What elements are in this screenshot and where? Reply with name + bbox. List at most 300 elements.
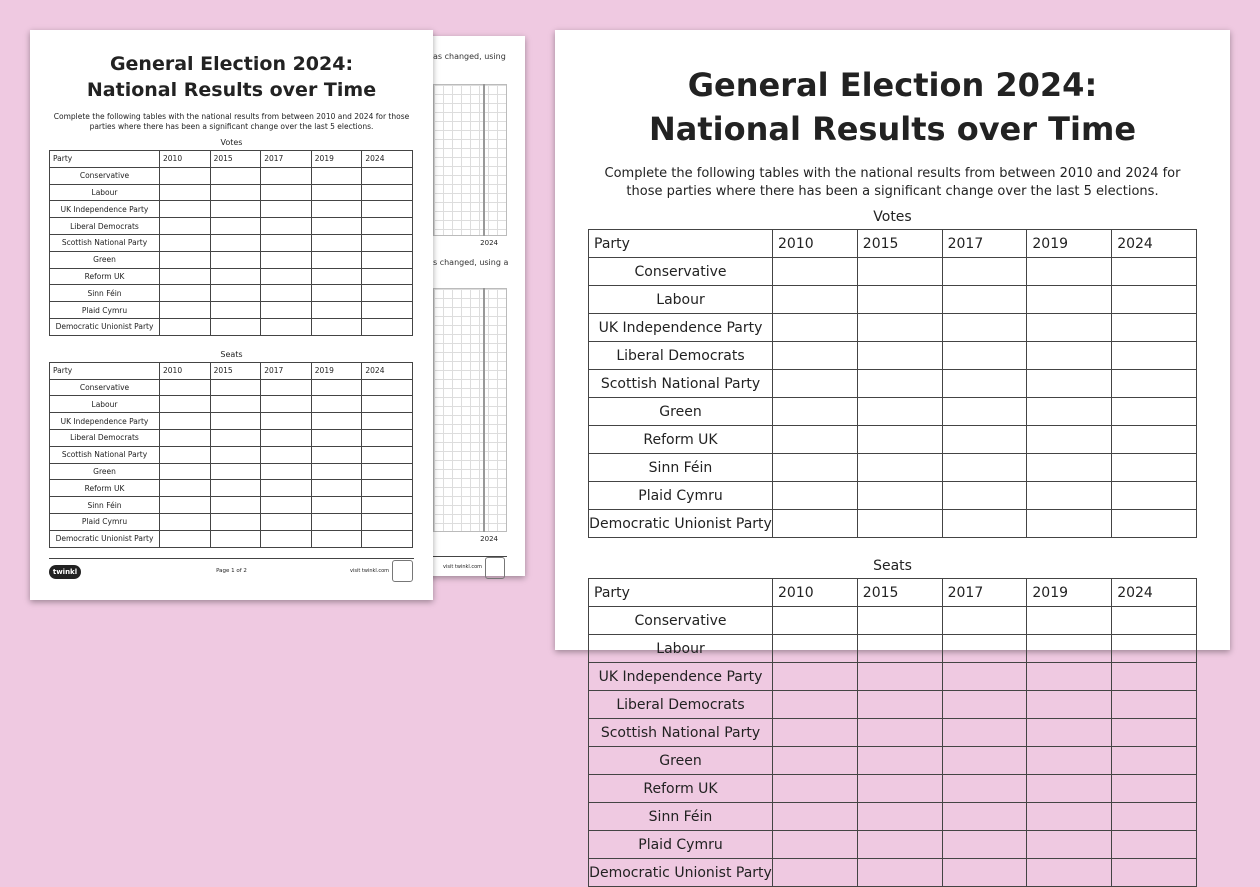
- votes-entry-cell[interactable]: [362, 167, 413, 184]
- votes-entry-cell[interactable]: [942, 286, 1027, 314]
- seats-entry-cell[interactable]: [1027, 663, 1112, 691]
- table-row: [589, 342, 1197, 370]
- seats-entry-cell[interactable]: [1112, 635, 1197, 663]
- back-page-grid: [433, 288, 507, 543]
- seats-entry-cell[interactable]: [210, 379, 261, 396]
- party-name: Plaid Cymru: [50, 302, 160, 319]
- party-name: Plaid Cymru: [589, 482, 773, 510]
- table-row: [50, 413, 413, 430]
- party-name: Sinn Féin: [50, 497, 160, 514]
- votes-entry-cell[interactable]: [1027, 286, 1112, 314]
- seats-table: [588, 578, 1197, 887]
- table-row: [50, 530, 413, 547]
- votes-entry-cell[interactable]: [942, 398, 1027, 426]
- votes-entry-cell[interactable]: [311, 201, 362, 218]
- votes-entry-cell[interactable]: [261, 218, 312, 235]
- seats-entry-cell[interactable]: [362, 413, 413, 430]
- seats-entry-cell[interactable]: [773, 663, 858, 691]
- votes-entry-cell[interactable]: [773, 286, 858, 314]
- seats-entry-cell[interactable]: [311, 497, 362, 514]
- party-name: Liberal Democrats: [50, 218, 160, 235]
- party-name: Reform UK: [50, 268, 160, 285]
- votes-entry-cell[interactable]: [210, 184, 261, 201]
- seats-entry-cell[interactable]: [857, 775, 942, 803]
- back-page-text-fragment: as changed, using: [433, 52, 506, 61]
- party-name: Sinn Féin: [50, 285, 160, 302]
- votes-entry-cell[interactable]: [362, 218, 413, 235]
- seats-entry-cell[interactable]: [857, 803, 942, 831]
- seats-entry-cell[interactable]: [160, 429, 211, 446]
- seats-entry-cell[interactable]: [1027, 803, 1112, 831]
- seats-entry-cell[interactable]: [942, 747, 1027, 775]
- seats-entry-cell[interactable]: [311, 513, 362, 530]
- table-row: [589, 831, 1197, 859]
- votes-entry-cell[interactable]: [311, 251, 362, 268]
- votes-entry-cell[interactable]: [942, 510, 1027, 538]
- table-row: [589, 691, 1197, 719]
- column-header: 2017: [261, 362, 312, 379]
- votes-entry-cell[interactable]: [210, 218, 261, 235]
- votes-entry-cell[interactable]: [942, 482, 1027, 510]
- party-name: Liberal Democrats: [50, 429, 160, 446]
- table-row: [589, 510, 1197, 538]
- seats-entry-cell[interactable]: [362, 480, 413, 497]
- table-row: [589, 607, 1197, 635]
- seats-entry-cell[interactable]: [210, 413, 261, 430]
- votes-entry-cell[interactable]: [773, 454, 858, 482]
- seats-entry-cell[interactable]: [261, 413, 312, 430]
- column-header: 2017: [942, 230, 1027, 258]
- seats-entry-cell[interactable]: [362, 429, 413, 446]
- seats-entry-cell[interactable]: [1112, 747, 1197, 775]
- seats-entry-cell[interactable]: [311, 463, 362, 480]
- seats-entry-cell[interactable]: [311, 446, 362, 463]
- seats-entry-cell[interactable]: [1027, 635, 1112, 663]
- column-header: 2019: [1027, 579, 1112, 607]
- seats-entry-cell[interactable]: [942, 607, 1027, 635]
- column-header: 2010: [773, 230, 858, 258]
- votes-entry-cell[interactable]: [362, 268, 413, 285]
- seats-entry-cell[interactable]: [261, 480, 312, 497]
- table-row: [50, 302, 413, 319]
- votes-entry-cell[interactable]: [773, 258, 858, 286]
- seats-entry-cell[interactable]: [362, 446, 413, 463]
- seats-entry-cell[interactable]: [311, 429, 362, 446]
- seats-entry-cell[interactable]: [210, 497, 261, 514]
- votes-entry-cell[interactable]: [160, 234, 211, 251]
- seats-entry-cell[interactable]: [942, 831, 1027, 859]
- votes-entry-cell[interactable]: [311, 318, 362, 335]
- votes-entry-cell[interactable]: [1027, 454, 1112, 482]
- seats-entry-cell[interactable]: [362, 497, 413, 514]
- title-line-2: National Results over Time: [648, 110, 1137, 148]
- votes-entry-cell[interactable]: [160, 285, 211, 302]
- table-row: [589, 747, 1197, 775]
- seats-entry-cell[interactable]: [311, 379, 362, 396]
- votes-entry-cell[interactable]: [210, 167, 261, 184]
- votes-entry-cell[interactable]: [210, 234, 261, 251]
- page-title: [588, 63, 1197, 151]
- seats-entry-cell[interactable]: [160, 480, 211, 497]
- votes-entry-cell[interactable]: [1112, 314, 1197, 342]
- seats-entry-cell[interactable]: [311, 413, 362, 430]
- seats-entry-cell[interactable]: [857, 607, 942, 635]
- table-row: [589, 286, 1197, 314]
- votes-entry-cell[interactable]: [857, 286, 942, 314]
- votes-entry-cell[interactable]: [160, 167, 211, 184]
- votes-entry-cell[interactable]: [857, 454, 942, 482]
- votes-caption: Votes: [873, 209, 912, 225]
- votes-entry-cell[interactable]: [1112, 258, 1197, 286]
- votes-table: [49, 150, 413, 336]
- votes-entry-cell[interactable]: [1112, 482, 1197, 510]
- votes-entry-cell[interactable]: [362, 184, 413, 201]
- votes-entry-cell[interactable]: [942, 258, 1027, 286]
- votes-entry-cell[interactable]: [311, 218, 362, 235]
- column-header: 2017: [942, 579, 1027, 607]
- seats-entry-cell[interactable]: [210, 480, 261, 497]
- seats-entry-cell[interactable]: [773, 635, 858, 663]
- votes-entry-cell[interactable]: [261, 234, 312, 251]
- worksheet-thumbnail: [30, 30, 433, 600]
- seats-entry-cell[interactable]: [942, 803, 1027, 831]
- votes-entry-cell[interactable]: [857, 258, 942, 286]
- column-header: 2019: [311, 151, 362, 168]
- seats-entry-cell[interactable]: [773, 831, 858, 859]
- seats-entry-cell[interactable]: [210, 513, 261, 530]
- table-row: [50, 480, 413, 497]
- seats-entry-cell[interactable]: [1112, 803, 1197, 831]
- votes-entry-cell[interactable]: [857, 482, 942, 510]
- seats-entry-cell[interactable]: [773, 803, 858, 831]
- seats-entry-cell[interactable]: [773, 859, 858, 887]
- table-row: [589, 398, 1197, 426]
- seats-entry-cell[interactable]: [311, 396, 362, 413]
- votes-entry-cell[interactable]: [1027, 258, 1112, 286]
- seats-entry-cell[interactable]: [942, 663, 1027, 691]
- seats-entry-cell[interactable]: [773, 719, 858, 747]
- seats-entry-cell[interactable]: [261, 497, 312, 514]
- seats-entry-cell[interactable]: [942, 775, 1027, 803]
- votes-entry-cell[interactable]: [362, 318, 413, 335]
- votes-entry-cell[interactable]: [773, 314, 858, 342]
- table-row: [589, 859, 1197, 887]
- column-header: 2019: [311, 362, 362, 379]
- seats-entry-cell[interactable]: [160, 413, 211, 430]
- column-header: 2010: [160, 362, 211, 379]
- votes-entry-cell[interactable]: [261, 251, 312, 268]
- seats-entry-cell[interactable]: [1112, 831, 1197, 859]
- seats-entry-cell[interactable]: [160, 396, 211, 413]
- table-row: [589, 370, 1197, 398]
- party-name: Conservative: [589, 607, 773, 635]
- table-row: [589, 258, 1197, 286]
- votes-entry-cell[interactable]: [773, 370, 858, 398]
- votes-entry-cell[interactable]: [857, 370, 942, 398]
- seats-entry-cell[interactable]: [1027, 607, 1112, 635]
- votes-entry-cell[interactable]: [160, 318, 211, 335]
- votes-entry-cell[interactable]: [362, 234, 413, 251]
- seats-entry-cell[interactable]: [210, 446, 261, 463]
- seats-entry-cell[interactable]: [857, 635, 942, 663]
- table-row: [50, 251, 413, 268]
- party-name: Democratic Unionist Party: [589, 510, 773, 538]
- seats-entry-cell[interactable]: [773, 691, 858, 719]
- votes-entry-cell[interactable]: [1112, 454, 1197, 482]
- seats-entry-cell[interactable]: [210, 429, 261, 446]
- instructions: Complete the following tables with the national results from between 2010 and 2024 for those parties where there has been a significant change over the last 5 elections.: [53, 112, 410, 131]
- title-line-1: General Election 2024:: [687, 66, 1098, 104]
- votes-entry-cell[interactable]: [1112, 510, 1197, 538]
- votes-entry-cell[interactable]: [362, 201, 413, 218]
- votes-entry-cell[interactable]: [857, 314, 942, 342]
- party-name: Labour: [589, 286, 773, 314]
- back-page-text-fragment: s changed, using a: [433, 258, 509, 267]
- visit-link: visit twinkl.com: [443, 564, 483, 570]
- votes-entry-cell[interactable]: [362, 285, 413, 302]
- party-name: Liberal Democrats: [589, 342, 773, 370]
- seats-entry-cell[interactable]: [773, 747, 858, 775]
- table-row: [50, 285, 413, 302]
- votes-entry-cell[interactable]: [261, 318, 312, 335]
- worksheet-zoomed: [555, 30, 1230, 881]
- party-name: Green: [50, 251, 160, 268]
- votes-entry-cell[interactable]: [311, 184, 362, 201]
- party-name: Reform UK: [589, 775, 773, 803]
- instructions: Complete the following tables with the national results from between 2010 and 2024 for those parties where there has been a significant change over the last 5 elections.: [604, 166, 1181, 199]
- votes-entry-cell[interactable]: [1027, 342, 1112, 370]
- seats-entry-cell[interactable]: [942, 859, 1027, 887]
- back-page-year-label: 2024: [480, 535, 498, 543]
- party-name: Plaid Cymru: [50, 513, 160, 530]
- votes-entry-cell[interactable]: [311, 285, 362, 302]
- party-name: Labour: [50, 184, 160, 201]
- table-row: [589, 803, 1197, 831]
- seats-entry-cell[interactable]: [210, 396, 261, 413]
- seats-entry-cell[interactable]: [261, 379, 312, 396]
- votes-entry-cell[interactable]: [857, 398, 942, 426]
- seats-entry-cell[interactable]: [1112, 859, 1197, 887]
- votes-entry-cell[interactable]: [362, 251, 413, 268]
- seats-entry-cell[interactable]: [362, 463, 413, 480]
- votes-entry-cell[interactable]: [160, 201, 211, 218]
- votes-entry-cell[interactable]: [1027, 510, 1112, 538]
- page-number: Page 1 of 2: [216, 568, 247, 574]
- votes-entry-cell[interactable]: [160, 184, 211, 201]
- table-row: [589, 663, 1197, 691]
- seats-entry-cell[interactable]: [942, 691, 1027, 719]
- seats-entry-cell[interactable]: [942, 635, 1027, 663]
- votes-entry-cell[interactable]: [210, 201, 261, 218]
- party-name: UK Independence Party: [50, 201, 160, 218]
- votes-entry-cell[interactable]: [773, 426, 858, 454]
- votes-entry-cell[interactable]: [942, 342, 1027, 370]
- column-header: 2024: [362, 151, 413, 168]
- votes-entry-cell[interactable]: [261, 167, 312, 184]
- seats-entry-cell[interactable]: [362, 379, 413, 396]
- seats-entry-cell[interactable]: [261, 463, 312, 480]
- votes-entry-cell[interactable]: [773, 342, 858, 370]
- votes-table: [588, 229, 1197, 538]
- votes-entry-cell[interactable]: [1027, 426, 1112, 454]
- seats-entry-cell[interactable]: [261, 396, 312, 413]
- party-name: Plaid Cymru: [589, 831, 773, 859]
- party-name: Democratic Unionist Party: [50, 530, 160, 547]
- column-header: 2010: [160, 151, 211, 168]
- table-row: [50, 497, 413, 514]
- votes-entry-cell[interactable]: [1112, 286, 1197, 314]
- seats-entry-cell[interactable]: [362, 396, 413, 413]
- votes-entry-cell[interactable]: [942, 426, 1027, 454]
- table-row: [589, 719, 1197, 747]
- seats-table: [49, 362, 413, 548]
- visit-link: visit twinkl.com: [350, 568, 390, 574]
- votes-entry-cell[interactable]: [311, 302, 362, 319]
- table-row: [589, 482, 1197, 510]
- votes-entry-cell[interactable]: [1027, 314, 1112, 342]
- seats-entry-cell[interactable]: [210, 530, 261, 547]
- votes-entry-cell[interactable]: [857, 342, 942, 370]
- column-header: 2019: [1027, 230, 1112, 258]
- seats-entry-cell[interactable]: [1027, 691, 1112, 719]
- party-name: UK Independence Party: [589, 663, 773, 691]
- seats-entry-cell[interactable]: [1027, 859, 1112, 887]
- votes-entry-cell[interactable]: [210, 251, 261, 268]
- quality-badge-icon: [485, 557, 505, 579]
- seats-entry-cell[interactable]: [857, 859, 942, 887]
- column-header: 2024: [1112, 230, 1197, 258]
- seats-entry-cell[interactable]: [1112, 719, 1197, 747]
- seats-entry-cell[interactable]: [1027, 775, 1112, 803]
- party-name: Scottish National Party: [50, 446, 160, 463]
- table-row: [50, 379, 413, 396]
- votes-entry-cell[interactable]: [261, 285, 312, 302]
- votes-entry-cell[interactable]: [160, 268, 211, 285]
- seats-entry-cell[interactable]: [261, 530, 312, 547]
- column-header: 2010: [773, 579, 858, 607]
- seats-entry-cell[interactable]: [160, 530, 211, 547]
- votes-entry-cell[interactable]: [942, 370, 1027, 398]
- seats-entry-cell[interactable]: [160, 379, 211, 396]
- seats-entry-cell[interactable]: [857, 747, 942, 775]
- seats-entry-cell[interactable]: [773, 607, 858, 635]
- seats-entry-cell[interactable]: [1027, 719, 1112, 747]
- seats-entry-cell[interactable]: [1027, 831, 1112, 859]
- seats-entry-cell[interactable]: [857, 691, 942, 719]
- votes-entry-cell[interactable]: [1112, 370, 1197, 398]
- party-name: Sinn Féin: [589, 803, 773, 831]
- seats-entry-cell[interactable]: [1112, 607, 1197, 635]
- seats-entry-cell[interactable]: [311, 480, 362, 497]
- votes-entry-cell[interactable]: [942, 314, 1027, 342]
- column-header: 2024: [1112, 579, 1197, 607]
- table-row: [50, 396, 413, 413]
- seats-entry-cell[interactable]: [160, 446, 211, 463]
- seats-entry-cell[interactable]: [160, 463, 211, 480]
- seats-entry-cell[interactable]: [1112, 663, 1197, 691]
- footer-divider: [49, 558, 414, 559]
- seats-entry-cell[interactable]: [261, 513, 312, 530]
- votes-entry-cell[interactable]: [210, 268, 261, 285]
- votes-entry-cell[interactable]: [261, 268, 312, 285]
- seats-entry-cell[interactable]: [857, 663, 942, 691]
- table-row: [50, 318, 413, 335]
- seats-entry-cell[interactable]: [261, 429, 312, 446]
- seats-entry-cell[interactable]: [857, 719, 942, 747]
- votes-entry-cell[interactable]: [261, 201, 312, 218]
- party-name: Scottish National Party: [50, 234, 160, 251]
- seats-entry-cell[interactable]: [311, 530, 362, 547]
- column-header: Party: [50, 151, 160, 168]
- party-name: Reform UK: [50, 480, 160, 497]
- header-row: [589, 230, 1197, 258]
- twinkl-logo: twinkl: [49, 565, 81, 579]
- seats-entry-cell[interactable]: [210, 463, 261, 480]
- seats-entry-cell[interactable]: [1112, 691, 1197, 719]
- party-name: Scottish National Party: [589, 719, 773, 747]
- header-row: [50, 362, 413, 379]
- seats-entry-cell[interactable]: [160, 513, 211, 530]
- votes-entry-cell[interactable]: [1027, 370, 1112, 398]
- column-header: 2015: [210, 362, 261, 379]
- seats-entry-cell[interactable]: [362, 513, 413, 530]
- seats-entry-cell[interactable]: [1112, 775, 1197, 803]
- seats-entry-cell[interactable]: [857, 831, 942, 859]
- votes-entry-cell[interactable]: [311, 167, 362, 184]
- votes-entry-cell[interactable]: [773, 398, 858, 426]
- table-row: [50, 446, 413, 463]
- votes-entry-cell[interactable]: [1112, 342, 1197, 370]
- votes-entry-cell[interactable]: [1112, 398, 1197, 426]
- votes-entry-cell[interactable]: [160, 251, 211, 268]
- votes-entry-cell[interactable]: [261, 302, 312, 319]
- votes-entry-cell[interactable]: [210, 318, 261, 335]
- votes-entry-cell[interactable]: [160, 218, 211, 235]
- votes-entry-cell[interactable]: [857, 426, 942, 454]
- table-row: [50, 234, 413, 251]
- votes-entry-cell[interactable]: [1112, 426, 1197, 454]
- table-row: [50, 429, 413, 446]
- seats-entry-cell[interactable]: [773, 775, 858, 803]
- votes-entry-cell[interactable]: [857, 510, 942, 538]
- votes-entry-cell[interactable]: [773, 482, 858, 510]
- votes-entry-cell[interactable]: [210, 285, 261, 302]
- party-name: Democratic Unionist Party: [50, 318, 160, 335]
- votes-entry-cell[interactable]: [311, 268, 362, 285]
- votes-entry-cell[interactable]: [160, 302, 211, 319]
- seats-entry-cell[interactable]: [160, 497, 211, 514]
- seats-entry-cell[interactable]: [261, 446, 312, 463]
- table-row: [589, 454, 1197, 482]
- votes-entry-cell[interactable]: [1027, 482, 1112, 510]
- seats-entry-cell[interactable]: [942, 719, 1027, 747]
- votes-entry-cell[interactable]: [1027, 398, 1112, 426]
- seats-entry-cell[interactable]: [1027, 747, 1112, 775]
- title-line-2: National Results over Time: [86, 79, 377, 101]
- page-title: [49, 51, 414, 103]
- party-name: Reform UK: [589, 426, 773, 454]
- seats-caption: Seats: [873, 558, 912, 574]
- votes-entry-cell[interactable]: [210, 302, 261, 319]
- votes-entry-cell[interactable]: [311, 234, 362, 251]
- votes-entry-cell[interactable]: [942, 454, 1027, 482]
- seats-entry-cell[interactable]: [362, 530, 413, 547]
- party-name: Conservative: [50, 167, 160, 184]
- votes-entry-cell[interactable]: [261, 184, 312, 201]
- votes-entry-cell[interactable]: [773, 510, 858, 538]
- table-row: [50, 201, 413, 218]
- votes-entry-cell[interactable]: [362, 302, 413, 319]
